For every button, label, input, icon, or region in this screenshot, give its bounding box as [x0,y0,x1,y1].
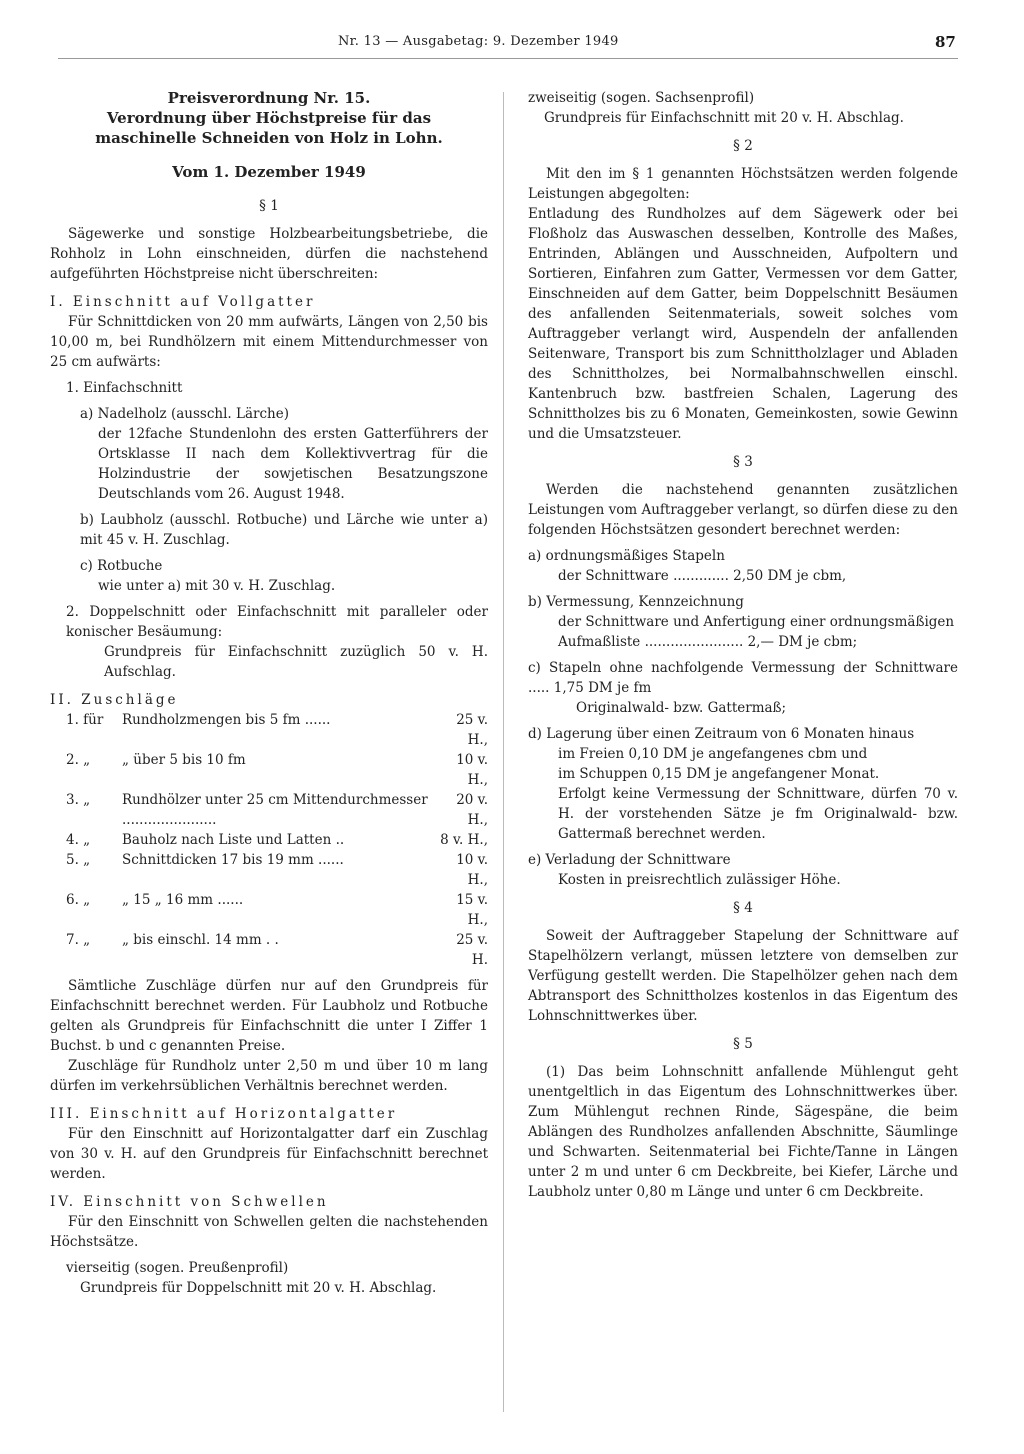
surcharge-row [66,850,488,890]
surcharge-text: „ bis einschl. 14 mm . . [122,932,279,948]
measurement-rate: Aufmaßliste ....................... 2,— DM je cbm; [558,634,858,650]
part-2-text-1: Sämtliche Zuschläge dürfen nur auf den Grundpreis für Einfachschnitt berechnet werden. Für Laubholz und Rotbuche gelten als Grundpreis für Einfachschnitt die unter I Ziffer 1 Buchst. b und c genannten Preise. [50,978,488,1054]
measurement-heading: b) Vermessung, Kennzeichnung [528,594,744,610]
left-column [50,88,488,1298]
surcharge-number: 3. „ [66,792,91,808]
prussian-profile-heading: vierseitig (sogen. Preußenprofil) [66,1260,289,1276]
surcharge-number: 7. „ [66,932,91,948]
red-beech-text: wie unter a) mit 30 v. H. Zuschlag. [98,578,336,594]
surcharge-row [66,750,488,790]
loading-text: Kosten in preisrechtlich zulässiger Höhe. [558,872,841,888]
surcharge-row [66,790,488,830]
hardwood-text: b) Laubholz (ausschl. Rotbuche) und Lärche wie unter a) mit 45 v. H. Zuschlag. [80,512,488,548]
stacking-heading: a) ordnungsmäßiges Stapeln [528,548,725,564]
surcharge-value: 25 v. H., [456,712,488,748]
surcharge-text: Bauholz nach Liste und Latten .. [122,832,345,848]
surcharge-row [66,930,488,970]
surcharge-value: 25 v. H. [456,932,488,968]
header-rule [58,58,958,59]
stacking-no-measure-text: c) Stapeln ohne nachfolgende Vermessung der Schnittware ..... 1,75 DM je fm [528,660,958,696]
part-1-text: Für Schnittdicken von 20 mm aufwärts, Längen von 2,50 bis 10,00 m, bei Rundhölzern mit einem Mittendurchmesser von 25 cm aufwärts: [50,314,488,370]
softwood-text: der 12fache Stundenlohn des ersten Gatterführers der Ortsklasse II nach dem Kollektivvertrag für die Holzindustrie der sowjetischen Besatzungszone Deutschlands vom 26. August 1948. [98,426,488,502]
saxon-profile-heading: zweiseitig (sogen. Sachsenprofil) [528,90,755,106]
surcharge-number: 5. „ [66,852,91,868]
storage-heading: d) Lagerung über einen Zeitraum von 6 Monaten hinaus [528,726,915,742]
surcharge-row [66,830,488,850]
part-3-text: Für den Einschnitt auf Horizontalgatter darf ein Zuschlag von 30 v. H. auf den Grundpreis für Einfachschnitt berechnet werden. [50,1126,488,1182]
surcharge-text: „ 15 „ 16 mm ...... [122,892,244,908]
surcharge-number: 6. „ [66,892,91,908]
stacking-no-measure-unit: Originalwald- bzw. Gattermaß; [576,700,787,716]
section-2-sign: § 2 [733,138,753,154]
single-cut-heading: 1. Einfachschnitt [66,380,183,396]
title-line-2: Verordnung über Höchstpreise für das [106,109,432,127]
right-column [528,88,958,1202]
storage-note: Erfolgt keine Vermessung der Schnittware, dürfen 70 v. H. der vorstehenden Sätze je fm Originalwald- bzw. Gattermaß berechnet werden. [558,786,958,842]
surcharge-text: Schnittdicken 17 bis 19 mm ...... [122,852,344,868]
part-1-heading: I. Einschnitt auf Vollgatter [50,294,316,310]
surcharge-value: 8 v. H., [440,832,488,848]
storage-outdoor-rate: im Freien 0,10 DM je angefangenes cbm und [558,746,868,762]
surcharge-value: 15 v. H., [456,892,488,928]
section-5-text: (1) Das beim Lohnschnitt anfallende Mühlengut geht unentgeltlich in das Eigentum des Lohnschnittwerkes über. Zum Mühlengut rechnen Rinde, Sägespäne, die beim Ablängen des Rundholzes anfallenden Abschnitte, Säumlinge und Schwarten. Seitenmaterial bei Fichte/Tanne in Längen unter 2 m und unter 6 cm Deckbreite, bei Kiefer, Lärche und Laubholz unter 0,80 m Länge und unter 6 cm Deckbreite. [528,1064,958,1200]
section-3-intro: Werden die nachstehend genannten zusätzlichen Leistungen vom Auftraggeber verlangt, so dürfen diese zu den folgenden Höchstsätzen gesondert berechnet werden: [528,482,958,538]
surcharge-text: „ über 5 bis 10 fm [122,752,246,768]
issue-header: Nr. 13 — Ausgabetag: 9. Dezember 1949 [338,34,619,49]
part-4-heading: IV. Einschnitt von Schwellen [50,1194,329,1210]
surcharge-value: 20 v. H., [456,792,488,828]
red-beech-heading: c) Rotbuche [80,558,163,574]
part-4-text: Für den Einschnitt von Schwellen gelten die nachstehenden Höchstsätze. [50,1214,488,1250]
title-line-3: maschinelle Schneiden von Holz in Lohn. [95,129,443,147]
section-4-text: Soweit der Auftraggeber Stapelung der Schnittware auf Stapelhölzern verlangt, müssen letztere von demselben zur Verfügung gestellt werden. Die Stapelhölzer gehen nach dem Abtransport des Schnittholzes kostenlos in das Eigentum des Lohnschnittwerkes über. [528,928,958,1024]
saxon-profile-text: Grundpreis für Einfachschnitt mit 20 v. H. Abschlag. [544,110,904,126]
section-1-sign: § 1 [259,198,279,214]
section-5-sign: § 5 [733,1036,753,1052]
title-line-1: Preisverordnung Nr. 15. [167,89,371,107]
page-number: 87 [935,33,956,51]
surcharge-text: Rundhölzer unter 25 cm Mittendurchmesser ...................... [122,792,428,828]
surcharge-row [66,710,488,750]
section-4-sign: § 4 [733,900,753,916]
surcharge-number: 1. für [66,712,104,728]
section-2-intro: Mit den im § 1 genannten Höchstsätzen werden folgende Leistungen abgegolten: [528,166,958,202]
loading-heading: e) Verladung der Schnittware [528,852,731,868]
surcharge-row [66,890,488,930]
section-1-text: Sägewerke und sonstige Holzbearbeitungsbetriebe, die Rohholz in Lohn einschneiden, dürfen die nachstehend aufgeführten Höchstpreise nicht überschreiten: [50,226,488,282]
softwood-heading: a) Nadelholz (ausschl. Lärche) [80,406,289,422]
prussian-profile-text: Grundpreis für Doppelschnitt mit 20 v. H. Abschlag. [80,1280,437,1296]
surcharge-value: 10 v. H., [456,752,488,788]
double-cut-text: 2. Doppelschnitt oder Einfachschnitt mit paralleler oder konischer Besäumung: [66,604,488,640]
stacking-rate: der Schnittware ............. 2,50 DM je cbm, [558,568,847,584]
measurement-text: der Schnittware und Anfertigung einer ordnungsmäßigen [558,614,955,630]
surcharge-value: 10 v. H., [456,852,488,888]
decree-date: Vom 1. Dezember 1949 [172,163,366,181]
storage-shed-rate: im Schuppen 0,15 DM je angefangener Monat. [558,766,880,782]
surcharge-text: Rundholzmengen bis 5 fm ...... [122,712,331,728]
section-3-sign: § 3 [733,454,753,470]
part-2-text-2: Zuschläge für Rundholz unter 2,50 m und über 10 m lang dürfen im verkehrsüblichen Verhältnis berechnet werden. [50,1058,488,1094]
double-cut-sub: Grundpreis für Einfachschnitt zuzüglich 50 v. H. Aufschlag. [104,644,488,680]
column-divider [503,92,504,1412]
part-3-heading: III. Einschnitt auf Horizontalgatter [50,1106,398,1122]
surcharge-number: 2. „ [66,752,91,768]
surcharge-number: 4. „ [66,832,91,848]
surcharge-list [50,710,488,970]
section-2-text: Entladung des Rundholzes auf dem Sägewerk oder bei Floßholz das Auswaschen desselben, Kontrolle des Maßes, Entrinden, Ablängen und Ausschneiden, Aufpoltern und Sortieren, Einfahren zum Gatter, Vermessen vor dem Gatter, Einschneiden auf dem Gatter, beim Doppelschnitt Besäumen des anfallenden Seitenmaterials, soweit solches vom Auftraggeber verlangt wird, Auspendeln der anfallenden Seitenware, Transport bis zum Schnittholzlager und Abladen des Schnittholzes, bei Normalbahnschwellen einschl. Kantenbruch bzw. bastfreien Schalen, Lagerung des Schnittholzes bis zu 6 Monaten, Gemeinkosten, sowie Gewinn und die Umsatzsteuer. [528,206,958,442]
part-2-heading: II. Zuschläge [50,692,179,708]
